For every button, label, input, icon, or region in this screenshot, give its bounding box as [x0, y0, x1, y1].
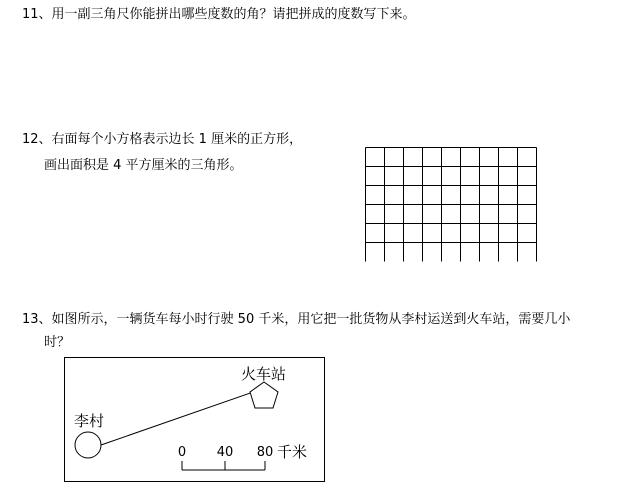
scale-bar: [182, 461, 265, 470]
route-map-figure: [64, 357, 326, 483]
scale-tick-40: 40: [216, 445, 234, 460]
village-label: 李村: [74, 412, 105, 430]
question-11: 11、用一副三角尺你能拼出哪些度数的角？请把拼成的度数写下来。: [22, 7, 416, 22]
question-12-line-2: 画出面积是 4 平方厘米的三角形。: [44, 158, 243, 173]
scale-tick-0: 0: [177, 445, 187, 460]
question-12-line-1: 12、右面每个小方格表示边长 1 厘米的正方形，: [22, 132, 303, 147]
village-circle: [75, 432, 101, 458]
square-grid: [365, 147, 537, 265]
station-pentagon: [250, 382, 278, 408]
station-label: 火车站: [241, 365, 287, 383]
question-13-line-2: 时？: [44, 335, 71, 350]
route-line: [101, 391, 256, 445]
question-13-line-1: 13、如图所示，一辆货车每小时行驶 50 千米，用它把一批货物从李村运送到火车站，需要几小: [22, 312, 571, 327]
scale-unit-label: 千米: [277, 443, 308, 461]
scale-tick-80: 80: [256, 445, 274, 460]
